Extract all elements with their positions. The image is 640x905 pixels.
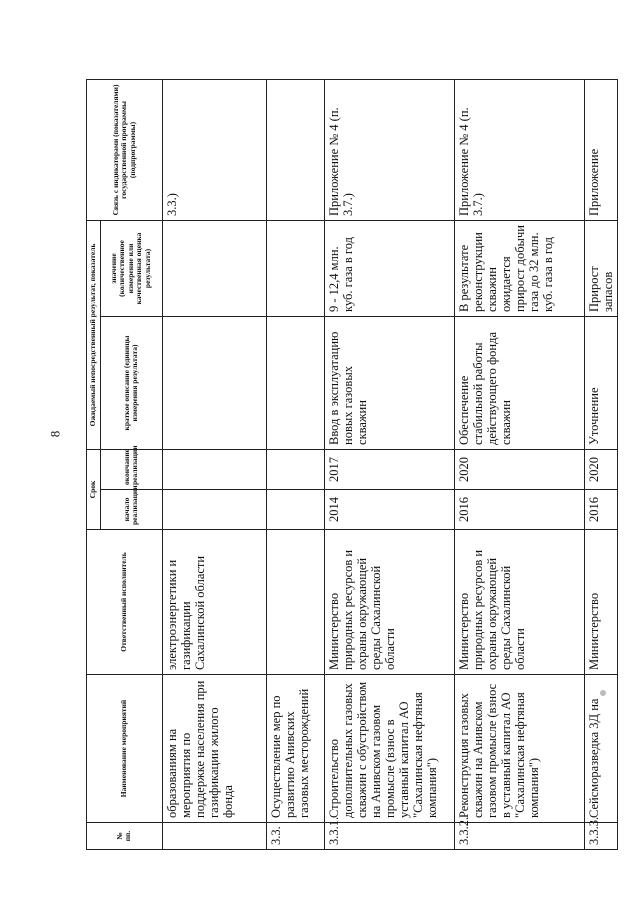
cell-name: Реконструкция газовых скважин на Анивском газовом промысле (взнос в уставный капитал АО "Сахалинская нефтяная компания") — [454, 675, 584, 823]
cell-desc: Ввод в эксплуатацию новых газовых скважин — [324, 316, 454, 449]
rotated-table-wrapper — [86, 80, 615, 850]
cell-end — [162, 449, 266, 489]
cell-desc: Обеспечение стабильной работы действующего фонда скважин — [454, 316, 584, 449]
measures-table — [86, 79, 618, 850]
cell-desc — [162, 316, 266, 449]
header-executor: Ответственный исполнитель — [87, 530, 163, 675]
cell-num: 3.3.1. — [324, 823, 454, 850]
cell-end: 2017 — [324, 449, 454, 489]
header-result-value: значение (количественное измерение или качественная оценка результата) — [100, 220, 162, 316]
header-link: Связь с индикаторами (показателями) государственной программы (подпрограммы) — [87, 79, 163, 220]
cell-name: Строительство дополнительных газовых скважин с обустройством на Анивском газовом промысле (взнос в уставный капитал АО "Сахалинская нефтяная компания") — [324, 675, 454, 823]
cell-num: 3.3. — [266, 823, 324, 850]
table-row — [324, 79, 454, 849]
cell-executor: Министерство природных ресурсов и охраны окружающей среды Сахалинской области — [454, 530, 584, 675]
header-end: окончание реализации — [100, 449, 162, 489]
cell-num: 3.3.3. — [584, 823, 617, 850]
cell-link: Приложение — [584, 79, 617, 220]
cell-end: 2020 — [584, 449, 617, 489]
cell-value — [162, 220, 266, 316]
cell-start: 2014 — [324, 490, 454, 530]
cell-start — [162, 490, 266, 530]
cell-start — [266, 490, 324, 530]
header-term: Срок — [87, 449, 101, 529]
cell-value — [266, 220, 324, 316]
cell-name: Сейсморазведка 3Д на — [584, 675, 617, 823]
cell-link: Приложение № 4 (п. 3.7.) — [324, 79, 454, 220]
cell-value: Прирост запасов — [584, 220, 617, 316]
cell-name: Осуществление мер по развитию Анивских газовых месторождений — [266, 675, 324, 823]
header-row-1 — [87, 79, 101, 849]
cell-start: 2016 — [584, 490, 617, 530]
cell-executor — [266, 530, 324, 675]
cell-desc — [266, 316, 324, 449]
header-result: Ожидаемый непосредственный результат, показатель — [87, 220, 101, 449]
cell-end — [266, 449, 324, 489]
cell-executor: Министерство природных ресурсов и охраны окружающей среды Сахалинской области — [324, 530, 454, 675]
cell-link — [266, 79, 324, 220]
table-row — [584, 79, 617, 849]
header-name: Наименование мероприятий — [87, 675, 163, 823]
cell-link: Приложение № 4 (п. 3.7.) — [454, 79, 584, 220]
cell-end: 2020 — [454, 449, 584, 489]
table-row — [266, 79, 324, 849]
cell-value: 9 - 12,4 млн. куб. газа в год — [324, 220, 454, 316]
page-number: 8 — [47, 430, 63, 438]
table-row — [162, 79, 266, 849]
table-row — [454, 79, 584, 849]
cell-executor: Министерство — [584, 530, 617, 675]
header-num: № пп. — [87, 823, 163, 850]
cell-desc: Уточнение — [584, 316, 617, 449]
cell-executor: электроэнергетики и газификации Сахалинской области — [162, 530, 266, 675]
cell-num: 3.3.2. — [454, 823, 584, 850]
cell-name: образованиям на мероприятия по поддержке населения при газификации жилого фонда — [162, 675, 266, 823]
cell-num — [162, 823, 266, 850]
cell-value: В результате реконструкции скважин ожидается прирост добычи газа до 32 млн. куб. газа в год — [454, 220, 584, 316]
scan-speck — [600, 690, 606, 696]
cell-start: 2016 — [454, 490, 584, 530]
header-start: начало реализации — [100, 490, 162, 530]
header-result-desc: краткое описание (единицы измерения результата) — [100, 316, 162, 449]
cell-link: 3.3.) — [162, 79, 266, 220]
